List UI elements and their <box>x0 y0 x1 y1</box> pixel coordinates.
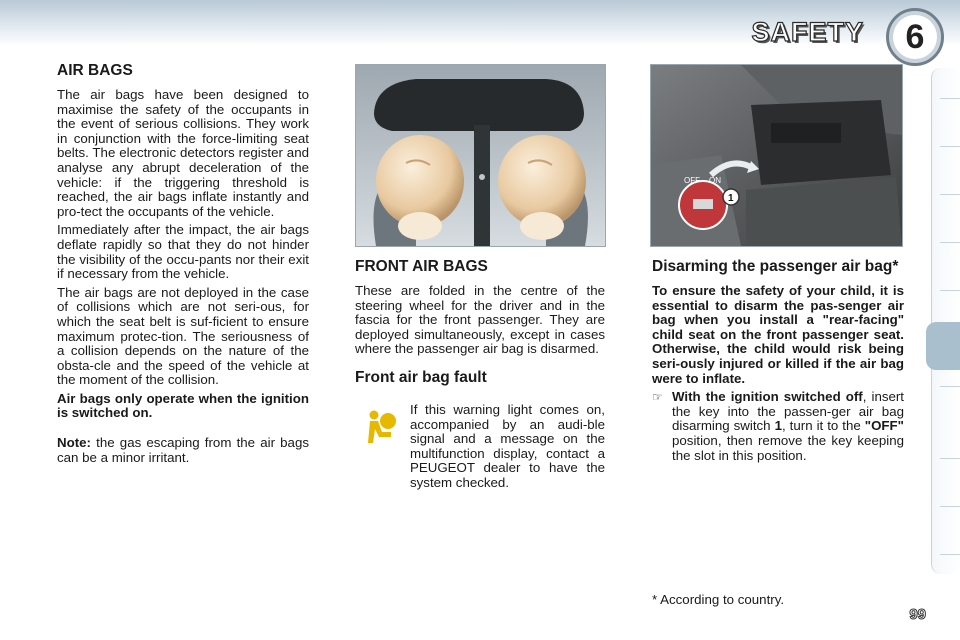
footnote: * According to country. <box>652 592 785 607</box>
page-title: SAFETY <box>751 17 864 47</box>
front-airbags-heading: FRONT AIR BAGS <box>355 258 488 275</box>
front-airbags-paragraph: These are folded in the centre of the steering wheel for the driver and in the fascia for the front passenger. They are deployed simultaneously, except in cases where the passenger air bag is disarmed. <box>355 283 605 357</box>
disarming-heading: Disarming the passenger air bag* <box>652 258 899 275</box>
tab-divider <box>940 242 960 243</box>
disarm-instruction <box>652 390 904 463</box>
tab-divider <box>940 194 960 195</box>
instruction-part-3: position, then remove the key keeping the slot in this position. <box>672 432 904 463</box>
switch-off-label: OFF <box>684 176 700 185</box>
page-number: 99 <box>909 606 926 623</box>
tab-divider <box>940 458 960 459</box>
off-position-label: "OFF" <box>864 418 904 434</box>
glovebox-switch-photo <box>650 64 903 247</box>
disarming-column <box>652 258 904 467</box>
ignition-note: Air bags only operate when the ignition is switched on. <box>57 390 309 421</box>
instruction-bold: With the ignition switched off <box>672 389 863 405</box>
front-airbags-column <box>355 258 605 395</box>
tab-divider <box>940 506 960 507</box>
airbags-paragraph-2: Immediately after the impact, the air bags deflate rapidly so that they do not hinder the visibility of the occu-pants nor their exit if necessary from the vehicle. <box>57 222 309 282</box>
chapter-tab-bar <box>931 68 960 574</box>
chapter-tab-active[interactable] <box>926 322 960 370</box>
switch-on-label: ON <box>709 176 721 185</box>
switch-callout-number: 1 <box>728 193 734 204</box>
airbag-warning-icon <box>361 405 401 445</box>
disarm-instruction-text <box>672 390 904 463</box>
child-safety-warning: To ensure the safety of your child, it is essential to disarm the pas-senger air bag when you install a "rear-facing" child seat on the front passenger seat. Otherwise, the child would risk being seri-ously injured or killed if the air bag were to inflate. <box>652 283 904 386</box>
note-text: the gas escaping from the air bags can be a minor irritant. <box>57 435 309 465</box>
tab-divider <box>940 554 960 555</box>
switch-number: 1 <box>774 418 782 434</box>
tab-divider <box>940 98 960 99</box>
glovebox-illustration <box>651 65 902 246</box>
note-label: Note: <box>57 435 91 451</box>
tab-divider <box>940 290 960 291</box>
fault-paragraph: If this warning light comes on, accompanied by an audi-ble signal and a message on the multifunction display, contact a PEUGEOT dealer to have the system checked. <box>410 402 605 490</box>
airbags-heading: AIR BAGS <box>57 62 133 79</box>
front-airbags-photo <box>355 64 606 247</box>
airbags-column <box>57 62 309 469</box>
instruction-part-2: , turn it to the <box>781 418 865 434</box>
fault-heading: Front air bag fault <box>355 368 487 386</box>
front-airbags-illustration <box>356 65 605 246</box>
instruction-part-1: , insert the key into the passen-ger air bag disarming switch <box>672 389 905 434</box>
chapter-badge: 6 <box>886 8 944 66</box>
tab-divider <box>940 386 960 387</box>
airbags-paragraph-1: The air bags have been designed to maximise the safety of the occupants in the event of serious collisions. They work in conjunction with the force-limiting seat belts. The electronic detectors register and analyse any abrupt deceleration of the vehicle: if the triggering threshold is reached, the air bags inflate instantly and pro-tect the occupants of the vehicle. <box>57 87 309 219</box>
airbags-paragraph-3: The air bags are not deployed in the case of collisions which are not seri-ous, for which the seat belt is suf-ficient to ensure maximum protec-tion. The seriousness of a collision depends on the nature of the obsta-cle and the speed of the vehicle at the moment of the collision. <box>57 284 309 388</box>
gas-note <box>57 436 309 465</box>
pointing-hand-icon: ☞ <box>652 390 663 405</box>
tab-divider <box>940 146 960 147</box>
